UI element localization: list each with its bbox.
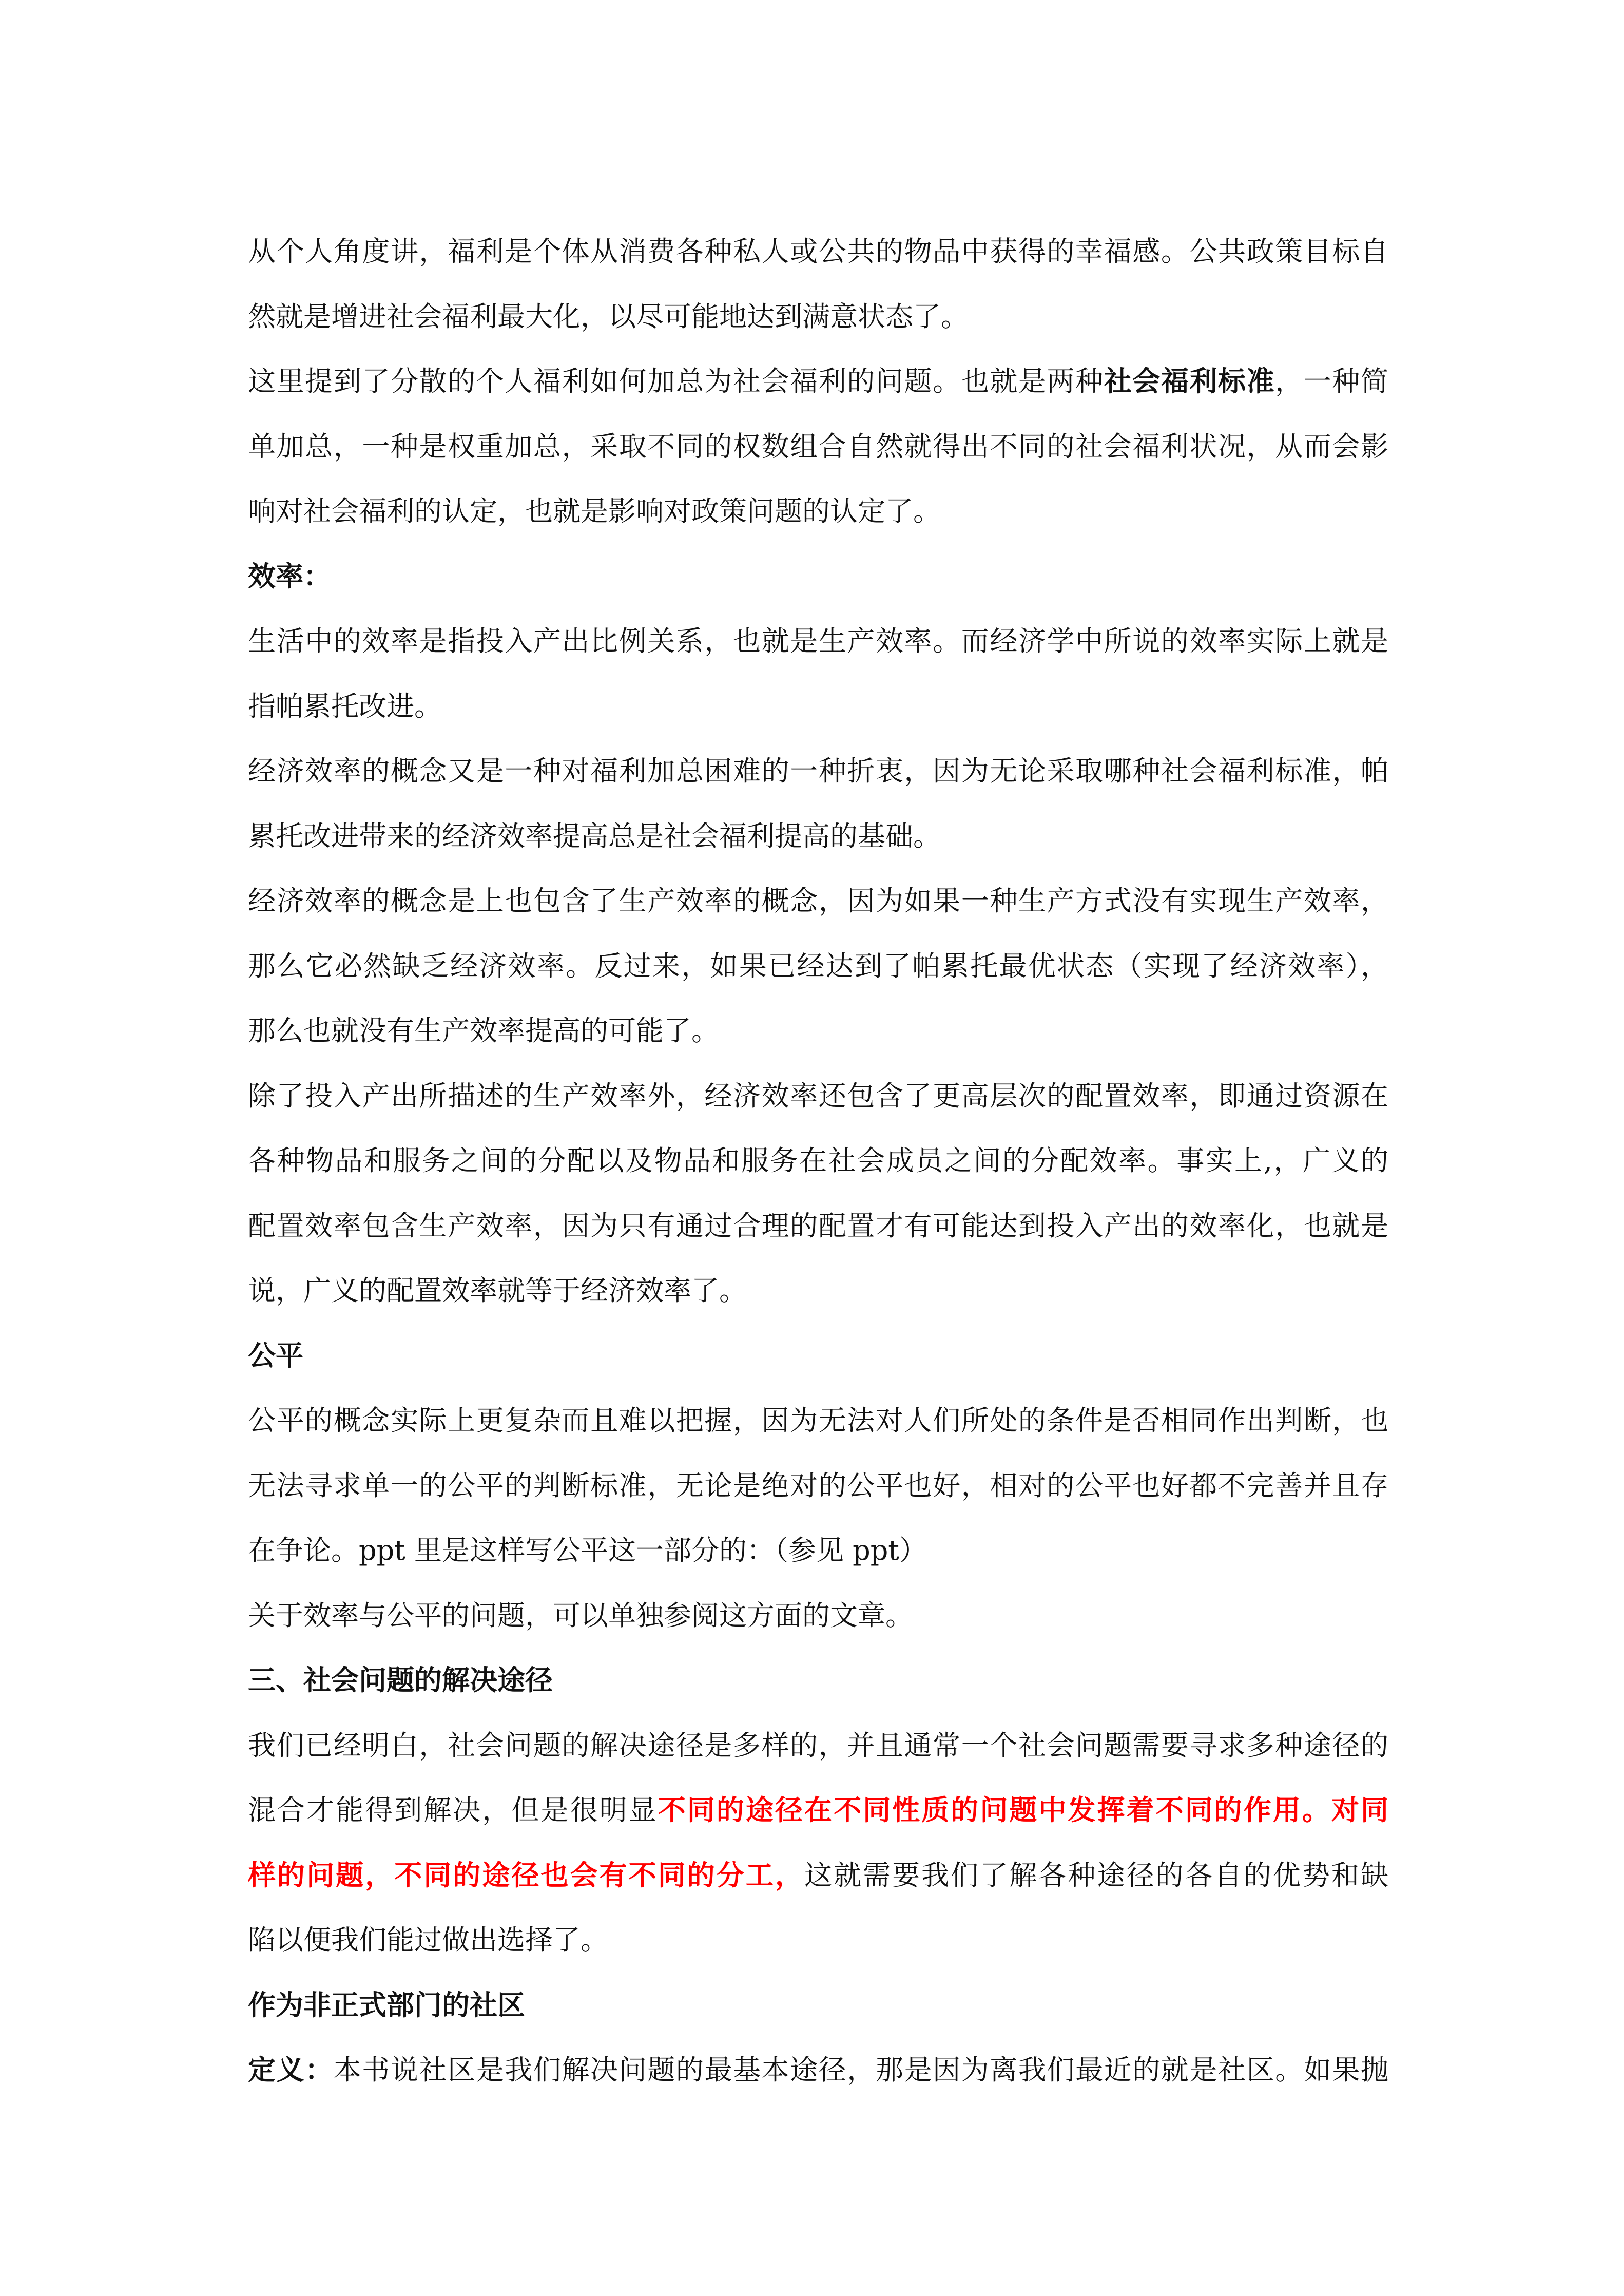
text-line: [248, 479, 1388, 544]
text-line: [248, 1453, 1388, 1519]
text-line: [248, 1194, 1388, 1259]
text-line: [248, 674, 1388, 739]
emphasis-red-text: 样的问题，不同的途径也会有不同的分工，: [248, 1859, 804, 1891]
bold-text: 效率：: [248, 560, 331, 592]
text-span: 我们已经明白，社会问题的解决途径是多样的，并且通常一个社会问题需要寻求多种途径的: [248, 1729, 1388, 1762]
text-span: 从个人角度讲，福利是个体从消费各种私人或公共的物品中获得的幸福感。公共政策目标自: [248, 235, 1388, 267]
text-span: 经济效率的概念又是一种对福利加总困难的一种折衷，因为无论采取哪种社会福利标准，帕: [248, 755, 1388, 787]
text-line: [248, 1583, 1388, 1649]
text-span: 在争论。ppt 里是这样写公平这一部分的：（参见 ppt）: [248, 1534, 927, 1566]
text-span: 公平的概念实际上更复杂而且难以把握，因为无法对人们所处的条件是否相同作出判断，也: [248, 1404, 1388, 1437]
text-span: 配置效率包含生产效率，因为只有通过合理的配置才有可能达到投入产出的效率化，也就是: [248, 1209, 1388, 1242]
emphasis-red-text: 不同的途径在不同性质的问题中发挥着不同的作用。对同: [658, 1794, 1389, 1826]
text-span: 无法寻求单一的公平的判断标准，无论是绝对的公平也好，相对的公平也好都不完善并且存: [248, 1469, 1388, 1502]
text-span: 生活中的效率是指投入产出比例关系，也就是生产效率。而经济学中所说的效率实际上就是: [248, 625, 1388, 657]
bold-text: 公平: [248, 1339, 303, 1372]
text-line: [248, 349, 1388, 414]
bold-text: 三、社会问题的解决途径: [248, 1664, 553, 1696]
text-line: [248, 219, 1388, 284]
text-span: 除了投入产出所描述的生产效率外，经济效率还包含了更高层次的配置效率，即通过资源在: [248, 1079, 1388, 1112]
text-line: [248, 1713, 1388, 1778]
text-line: [248, 1064, 1388, 1129]
section-heading: [248, 1973, 1388, 2038]
text-span: 混合才能得到解决，但是很明显: [248, 1794, 658, 1826]
text-span: 说，广义的配置效率就等于经济效率了。: [248, 1274, 747, 1307]
text-line: [248, 609, 1388, 674]
document-body: [248, 219, 1388, 2103]
text-span: 累托改进带来的经济效率提高总是社会福利提高的基础。: [248, 819, 941, 852]
bold-text: 作为非正式部门的社区: [248, 1988, 525, 2021]
text-span: 本书说社区是我们解决问题的最基本途径，那是因为离我们最近的就是社区。如果抛: [333, 2054, 1389, 2086]
text-line: [248, 1128, 1388, 1194]
text-span: 关于效率与公平的问题，可以单独参阅这方面的文章。: [248, 1599, 913, 1632]
text-span: 这里提到了分散的个人福利如何加总为社会福利的问题。也就是两种: [248, 365, 1104, 397]
text-span: 各种物品和服务之间的分配以及物品和服务在社会成员之间的分配效率。事实上,，广义的: [248, 1144, 1388, 1177]
section-heading: [248, 1648, 1388, 1713]
text-line: [248, 934, 1388, 999]
text-span: 那么它必然缺乏经济效率。反过来，如果已经达到了帕累托最优状态（实现了经济效率），: [248, 949, 1388, 982]
text-line: [248, 1258, 1388, 1324]
text-line: [248, 804, 1388, 869]
text-line: [248, 284, 1388, 350]
text-span: 经济效率的概念是上也包含了生产效率的概念，因为如果一种生产方式没有实现生产效率，: [248, 885, 1388, 917]
bold-text: 社会福利标准: [1104, 365, 1275, 397]
text-line: [248, 2038, 1388, 2103]
text-span: 单加总，一种是权重加总，采取不同的权数组合自然就得出不同的社会福利状况，从而会影: [248, 430, 1388, 463]
text-line: [248, 869, 1388, 934]
text-line: [248, 739, 1388, 804]
text-line: [248, 1843, 1388, 1908]
text-span: 指帕累托改进。: [248, 690, 442, 722]
text-line: [248, 999, 1388, 1064]
text-line: [248, 1908, 1388, 1973]
text-line: [248, 1388, 1388, 1453]
text-span: 这就需要我们了解各种途径的各自的优势和缺: [804, 1859, 1388, 1891]
text-line: [248, 1778, 1388, 1843]
bold-text: 定义：: [248, 2054, 334, 2086]
section-heading: [248, 1324, 1388, 1389]
text-span: 那么也就没有生产效率提高的可能了。: [248, 1015, 719, 1047]
text-line: [248, 414, 1388, 480]
section-heading: [248, 544, 1388, 609]
text-span: 响对社会福利的认定，也就是影响对政策问题的认定了。: [248, 495, 941, 527]
text-line: [248, 1518, 1388, 1583]
text-span: ，一种简: [1275, 365, 1389, 397]
text-span: 然就是增进社会福利最大化，以尽可能地达到满意状态了。: [248, 300, 969, 333]
text-span: 陷以便我们能过做出选择了。: [248, 1924, 608, 1956]
